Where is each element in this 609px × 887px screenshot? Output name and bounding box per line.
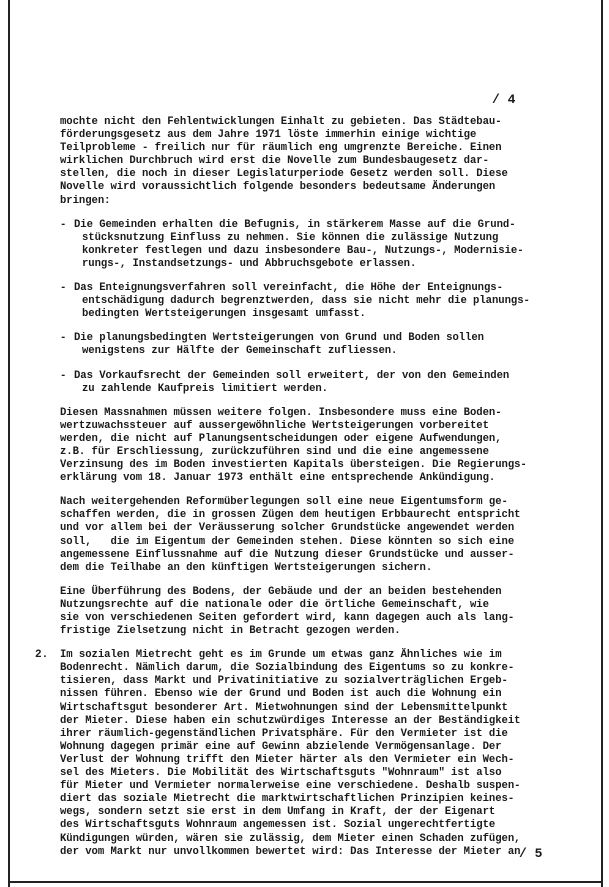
text-line: bedingten Wertsteigerungen insgesamt umfasst. — [82, 308, 366, 321]
text-line: Bodenrecht. Nämlich darum, die Sozialbindung des Eigentums so zu konkre- — [60, 662, 515, 675]
text-line: der vom Markt nur unvollkommen bewertet wird: Das Interesse der Mieter an — [60, 845, 521, 858]
text-line: ihrer räumlich-gegenständlichen Privatsphäre. Für den Vermieter ist die — [60, 727, 508, 740]
text-line: wenigstens zur Hälfte der Gemeinschaft zufliessen. — [82, 345, 398, 358]
text-line: Die Gemeinden erhalten die Befugnis, in stärkerem Masse auf die Grund- — [74, 218, 516, 231]
bullet-item — [60, 370, 560, 396]
text-line: sel des Mieters. Die Mobilität des Wirtschaftsguts "Wohnraum" ist also — [60, 767, 502, 780]
text-line: wegs, sondern setzt sie erst in dem Umfang in Kraft, der der Eigenart — [60, 806, 496, 819]
paragraph — [60, 496, 560, 575]
text-line: mochte nicht den Fehlentwicklungen Einhalt zu gebieten. Das Städtebau- — [60, 116, 502, 128]
text-line: des Wirtschaftsguts Wohnraum angemessen ist. Sozial ungerechtfertigte — [60, 819, 496, 832]
scan-border-left — [8, 0, 10, 887]
text-line: Eine Überführung des Bodens, der Gebäude und der an beiden bestehenden — [60, 585, 502, 598]
text-line: schaffen werden, die in grossen Zügen dem heutigen Erbbaurecht entspricht — [60, 509, 521, 522]
bullet-item — [60, 332, 560, 358]
text-line: rungs-, Instandsetzungs- und Abbruchsgebote erlassen. — [82, 257, 417, 270]
text-line: Novelle wird voraussichtlich folgende besonders bedeutsame Änderungen — [60, 181, 496, 194]
text-line: der Mieter. Diese haben ein schutzwürdiges Interesse an der Beständigkeit — [60, 714, 521, 727]
text-line: für Mieter und Vermieter normalerweise eine verschiedene. Deshalb suspen- — [60, 780, 521, 793]
text-line: z.B. für Erschliessung, zurückzuführen sind und die eine angemessene — [60, 445, 489, 458]
text-line: soll, die im Eigentum der Gemeinden stehen. Diese könnten so sich eine — [60, 535, 515, 548]
bullet-marker: - — [60, 282, 67, 295]
bullet-item — [60, 219, 560, 271]
page-number-top: / 4 — [492, 92, 516, 107]
text-line: stücksnutzung Einfluss zu nehmen. Sie können die zulässige Nutzung — [82, 231, 499, 244]
scan-border-bottom — [8, 881, 603, 883]
text-line: Verlust der Wohnung trifft den Mieter härter als den Vermieter ein Wech- — [60, 753, 515, 766]
text-line: nissen führen. Ebenso wie der Grund und Boden ist auch die Wohnung ein — [60, 688, 502, 701]
intro-paragraph — [60, 116, 560, 208]
text-line: tisieren, dass Markt und Privatinitiative zu sozialverträglichen Ergeb- — [60, 675, 508, 688]
text-line: wirklichen Durchbruch wird erst die Novelle zum Bundesbaugesetz dar- — [60, 155, 489, 168]
paragraph — [60, 586, 560, 638]
text-line: Das Vorkaufsrecht der Gemeinden soll erweitert, der von den Gemeinden — [74, 369, 510, 382]
text-line: werden, die nicht auf Planungsentscheidungen oder eigene Aufwendungen, — [60, 432, 502, 445]
bullet-marker: - — [60, 369, 67, 382]
text-line: dem die Teilhabe an den künftigen Wertsteigerungen sichern. — [60, 561, 433, 574]
text-line: sie von verschiedenen Seiten gefordert wird, kann dagegen auch als lang- — [60, 612, 515, 624]
text-line: Diesen Massnahmen müssen weitere folgen. Insbesondere muss eine Boden- — [60, 406, 502, 419]
text-line: erklärung vom 18. Januar 1973 enthält eine entsprechende Ankündigung. — [60, 472, 496, 485]
numbered-section — [35, 649, 560, 859]
scan-border-right — [601, 0, 603, 887]
text-line: wertzuwachssteuer auf aussergewöhnliche Wertsteigerungen vorbereitet — [60, 419, 489, 432]
text-line: bringen: — [60, 194, 111, 207]
text-line: stellen, die noch in dieser Legislaturperiode Gesetz werden soll. Diese — [60, 168, 508, 181]
bullet-item — [60, 282, 560, 321]
document-body — [35, 116, 560, 859]
text-line: fristige Zielsetzung nicht in Betracht gezogen werden. — [60, 625, 401, 638]
text-line: konkreter festlegen und dazu insbesondere Bau-, Nutzungs-, Modernisie- — [82, 244, 524, 257]
paragraph — [60, 407, 560, 486]
text-line: diert das soziale Mietrecht die marktwirtschaftlichen Prinzipien keines- — [60, 793, 515, 806]
text-line: zu zahlende Kaufpreis limitiert werden. — [82, 382, 328, 395]
text-line: Die planungsbedingten Wertsteigerungen von Grund und Boden sollen — [74, 332, 484, 345]
section-number: 2. — [35, 649, 49, 662]
text-line: angemessene Einflussnahme auf die Nutzung dieser Grundstücke und ausser- — [60, 548, 515, 561]
text-line: Nach weitergehenden Reformüberlegungen soll eine neue Eigentumsform ge- — [60, 496, 508, 509]
text-line: Verzinsung des im Boden investierten Kapitals übersteigen. Die Regierungs- — [60, 459, 527, 472]
bullet-marker: - — [60, 332, 67, 345]
text-line: und vor allem bei der Veräusserung solcher Grundstücke angewendet werden — [60, 522, 515, 535]
page-number-bottom: / 5 — [519, 846, 543, 861]
text-line: Wohnung dagegen primär eine auf Gewinn abzielende Vermögensanlage. Der — [60, 740, 502, 753]
text-line: entschädigung dadurch begrenztwerden, dass sie nicht mehr die planungs- — [82, 295, 530, 308]
text-line: Kündigungen würden, wären sie zulässig, dem Mieter einen Schaden zufügen, — [60, 832, 521, 845]
text-line: Wirtschaftsgut besonderer Art. Mietwohnungen sind der Lebensmittelpunkt — [60, 701, 508, 714]
text-line: förderungsgesetz aus dem Jahre 1971 löste immerhin einige wichtige — [60, 129, 477, 142]
bullet-marker: - — [60, 218, 67, 231]
text-line: Teilprobleme - freilich nur für räumlich eng umgrenzte Bereiche. Einen — [60, 142, 502, 155]
text-line: Nutzungsrechte auf die nationale oder die örtliche Gemeinschaft, wie — [60, 598, 489, 611]
text-line: Im sozialen Mietrecht geht es im Grunde um etwas ganz Ähnliches wie im — [60, 649, 502, 662]
text-line: Das Enteignungsverfahren soll vereinfacht, die Höhe der Enteignungs- — [74, 282, 503, 295]
